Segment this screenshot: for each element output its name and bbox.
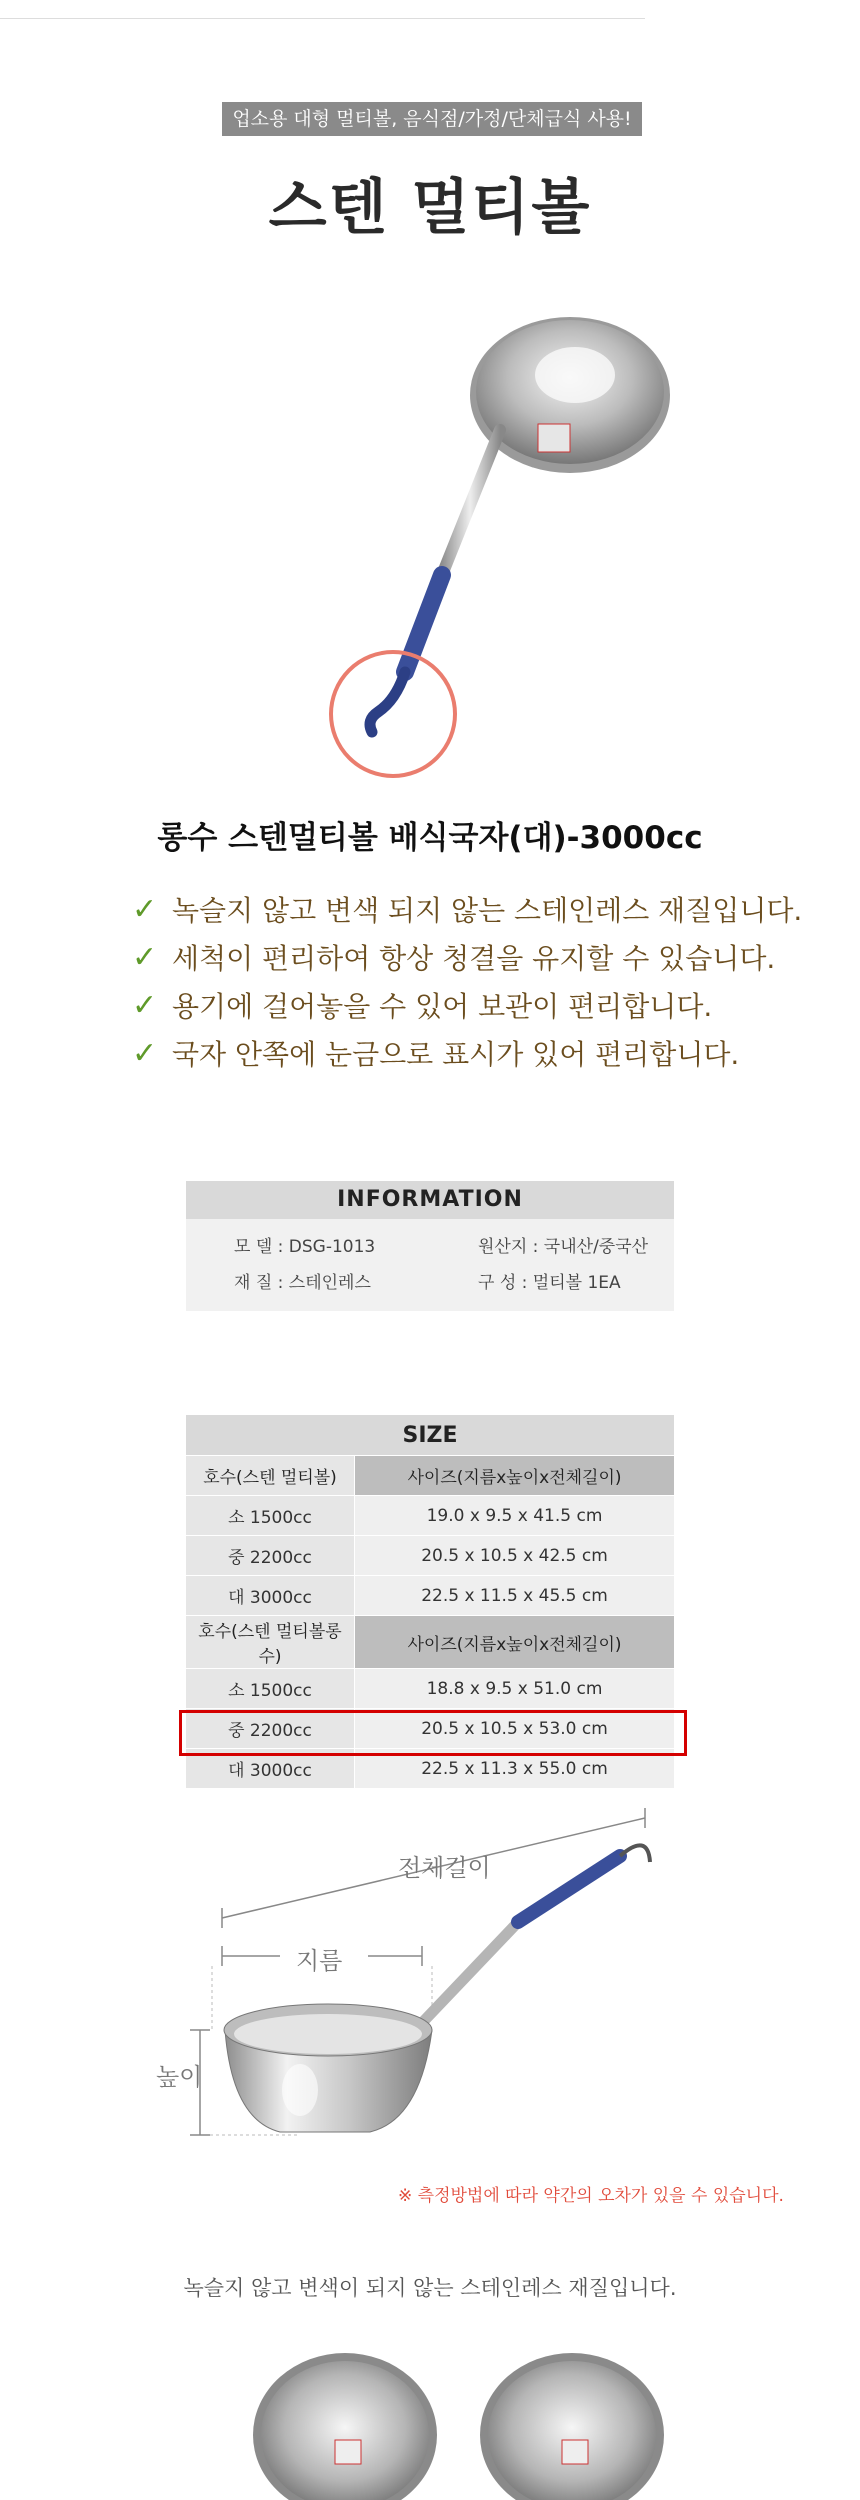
size-value-cell: 18.8 x 9.5 x 51.0 cm <box>355 1669 675 1709</box>
table-row <box>186 1576 675 1616</box>
information-body <box>186 1219 674 1311</box>
header-cell: 사이즈(지름x높이x전체길이) <box>355 1616 675 1669</box>
check-icon: ✓ <box>132 939 158 975</box>
check-icon: ✓ <box>132 1035 158 1071</box>
height-label: 높이 <box>156 2063 203 2091</box>
size-value-cell: 22.5 x 11.3 x 55.0 cm <box>355 1749 675 1789</box>
total-length-label: 전체길이 <box>398 1854 491 1882</box>
size-value-cell: 20.5 x 10.5 x 42.5 cm <box>355 1536 675 1576</box>
header-cell: 호수(스텐 멀티볼롱수) <box>186 1616 355 1669</box>
information-box <box>186 1181 674 1311</box>
feature-item <box>132 885 832 933</box>
check-icon: ✓ <box>132 891 158 927</box>
size-label-cell: 중 2200cc <box>186 1709 355 1749</box>
information-heading: INFORMATION <box>186 1181 674 1219</box>
feature-item <box>132 1029 832 1077</box>
feature-item <box>132 933 832 981</box>
check-icon: ✓ <box>132 987 158 1023</box>
size-value-cell: 19.0 x 9.5 x 41.5 cm <box>355 1496 675 1536</box>
table-header-row <box>186 1456 675 1496</box>
size-label-cell: 대 3000cc <box>186 1576 355 1616</box>
diameter-label: 지름 <box>296 1947 343 1975</box>
header-cell: 사이즈(지름x높이x전체길이) <box>355 1456 675 1496</box>
table-row <box>186 1536 675 1576</box>
table-row <box>186 1669 675 1709</box>
feature-list <box>132 885 832 1077</box>
size-label-cell: 대 3000cc <box>186 1749 355 1789</box>
usage-badge: 업소용 대형 멀티볼, 음식점/가정/단체급식 사용! <box>222 102 642 136</box>
information-row <box>186 1265 674 1301</box>
size-label-cell: 소 1500cc <box>186 1669 355 1709</box>
info-material: 재 질 : 스테인레스 <box>234 1273 371 1293</box>
measurement-note: ※ 측정방법에 따라 약간의 오차가 있을 수 있습니다. <box>398 2186 784 2206</box>
information-row <box>186 1229 674 1265</box>
size-value-cell: 20.5 x 10.5 x 53.0 cm <box>355 1709 675 1749</box>
info-model: 모 델 : DSG-1013 <box>234 1237 376 1257</box>
product-image <box>0 300 860 780</box>
size-value-cell: 22.5 x 11.5 x 45.5 cm <box>355 1576 675 1616</box>
feature-text: 세척이 편리하여 항상 청결을 유지할 수 있습니다. <box>172 942 776 975</box>
material-caption: 녹슬지 않고 변색이 되지 않는 스테인레스 재질입니다. <box>183 2276 677 2300</box>
size-heading: SIZE <box>186 1415 675 1456</box>
info-composition: 구 성 : 멀티볼 1EA <box>478 1273 621 1293</box>
size-label-cell: 중 2200cc <box>186 1536 355 1576</box>
header-cell: 호수(스텐 멀티볼) <box>186 1456 355 1496</box>
table-header-row <box>186 1616 675 1669</box>
page-title: 스텐 멀티볼 <box>268 173 592 243</box>
feature-item <box>132 981 832 1029</box>
feature-text: 녹슬지 않고 변색 되지 않는 스테인레스 재질입니다. <box>172 894 803 927</box>
info-origin: 원산지 : 국내산/중국산 <box>478 1237 649 1257</box>
product-name: 롱수 스텐멀티볼 배식국자(대)-3000cc <box>157 820 703 856</box>
highlight-box <box>179 1710 687 1756</box>
table-row <box>186 1496 675 1536</box>
bowl-photos <box>0 2320 860 2500</box>
size-label-cell: 소 1500cc <box>186 1496 355 1536</box>
feature-text: 용기에 걸어놓을 수 있어 보관이 편리합니다. <box>172 990 713 1023</box>
feature-text: 국자 안쪽에 눈금으로 표시가 있어 편리합니다. <box>172 1038 740 1071</box>
top-divider <box>0 18 645 19</box>
